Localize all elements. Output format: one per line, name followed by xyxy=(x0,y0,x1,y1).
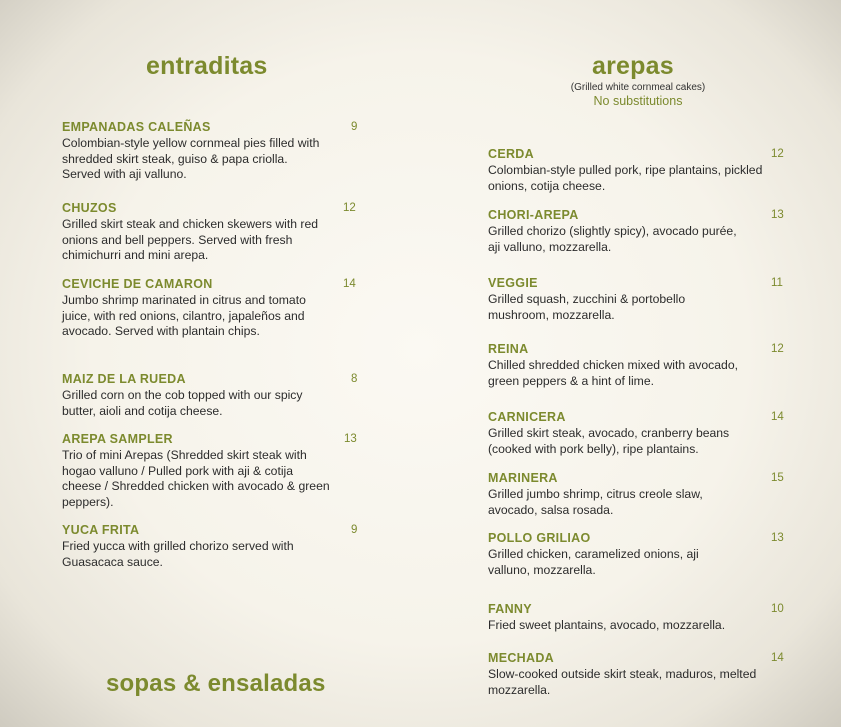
item-description: Grilled chorizo (slightly spicy), avocado purée, aji valluno, mozzarella. xyxy=(488,224,737,254)
item-description: Jumbo shrimp marinated in citrus and tomato juice, with red onions, cilantro, japaleños and avocado. Served with plantain chips. xyxy=(62,293,306,339)
arepas-heading: arepas xyxy=(592,52,674,80)
menu-item xyxy=(488,342,748,389)
item-name: CHUZOS xyxy=(62,201,117,215)
item-description: Grilled jumbo shrimp, citrus creole slaw, avocado, salsa rosada. xyxy=(488,487,703,517)
item-name: FANNY xyxy=(488,602,532,616)
menu-item xyxy=(62,372,317,419)
menu-item xyxy=(62,201,327,264)
item-description: Trio of mini Arepas (Shredded skirt steak with hogao valluno / Pulled pork with aji & cotija cheese / Shredded chicken with avocado & green peppers). xyxy=(62,448,330,510)
item-description: Colombian-style pulled pork, ripe plantains, pickled onions, cotija cheese. xyxy=(488,163,763,193)
item-price: 15 xyxy=(771,472,784,484)
menu-item xyxy=(488,208,743,255)
sopas-ensaladas-heading: sopas & ensaladas xyxy=(106,670,326,697)
item-description: Fried yucca with grilled chorizo served with Guasacaca sauce. xyxy=(62,539,294,569)
item-name: YUCA FRITA xyxy=(62,523,140,537)
item-price: 12 xyxy=(771,343,784,355)
item-name: MECHADA xyxy=(488,651,554,665)
menu-item xyxy=(488,602,768,634)
item-description: Slow-cooked outside skirt steak, maduros, melted mozzarella. xyxy=(488,667,757,697)
item-price: 13 xyxy=(771,532,784,544)
item-price: 14 xyxy=(343,278,356,290)
menu-item xyxy=(488,531,738,578)
item-price: 9 xyxy=(351,121,358,133)
item-name: CHORI-AREPA xyxy=(488,208,579,222)
item-price: 11 xyxy=(771,277,783,289)
item-name: POLLO GRILIAO xyxy=(488,531,591,545)
item-name: CEVICHE DE CAMARON xyxy=(62,277,213,291)
menu-item xyxy=(62,120,327,183)
item-name: CERDA xyxy=(488,147,534,161)
menu-item xyxy=(62,432,332,511)
item-price: 8 xyxy=(351,373,358,385)
item-price: 14 xyxy=(771,411,784,423)
item-description: Chilled shredded chicken mixed with avocado, green peppers & a hint of lime. xyxy=(488,358,738,388)
menu-item xyxy=(488,147,768,194)
item-price: 12 xyxy=(771,148,784,160)
item-description: Fried sweet plantains, avocado, mozzarella. xyxy=(488,618,726,632)
item-description: Grilled skirt steak, avocado, cranberry beans (cooked with pork belly), ripe plantains. xyxy=(488,426,730,456)
arepas-note: No substitutions xyxy=(593,94,683,108)
item-price: 9 xyxy=(351,524,358,536)
item-name: MAIZ DE LA RUEDA xyxy=(62,372,186,386)
item-price: 12 xyxy=(343,202,356,214)
item-price: 13 xyxy=(344,433,357,445)
menu-item xyxy=(488,410,770,457)
item-description: Colombian-style yellow cornmeal pies filled with shredded skirt steak, guiso & papa criolla. Served with aji valluno. xyxy=(62,136,320,182)
item-name: REINA xyxy=(488,342,529,356)
item-description: Grilled squash, zucchini & portobello mushroom, mozzarella. xyxy=(488,292,686,322)
menu-item xyxy=(488,471,743,518)
item-name: EMPANADAS CALEÑAS xyxy=(62,120,211,134)
item-description: Grilled skirt steak and chicken skewers with red onions and bell peppers. Served with fresh chimichurri and mini arepa. xyxy=(62,217,319,263)
menu-item xyxy=(62,523,337,570)
menu-item xyxy=(488,276,728,323)
item-name: CARNICERA xyxy=(488,410,566,424)
item-name: AREPA SAMPLER xyxy=(62,432,173,446)
item-name: VEGGIE xyxy=(488,276,538,290)
menu-item xyxy=(62,277,312,340)
entraditas-heading: entraditas xyxy=(146,52,268,80)
arepas-subtitle: (Grilled white cornmeal cakes) xyxy=(570,82,706,93)
menu-item xyxy=(488,651,758,698)
item-description: Grilled chicken, caramelized onions, aji valluno, mozzarella. xyxy=(488,547,699,577)
item-price: 10 xyxy=(771,603,784,615)
item-price: 14 xyxy=(771,652,784,664)
item-description: Grilled corn on the cob topped with our spicy butter, aioli and cotija cheese. xyxy=(62,388,303,418)
item-price: 13 xyxy=(771,209,784,221)
item-name: MARINERA xyxy=(488,471,558,485)
